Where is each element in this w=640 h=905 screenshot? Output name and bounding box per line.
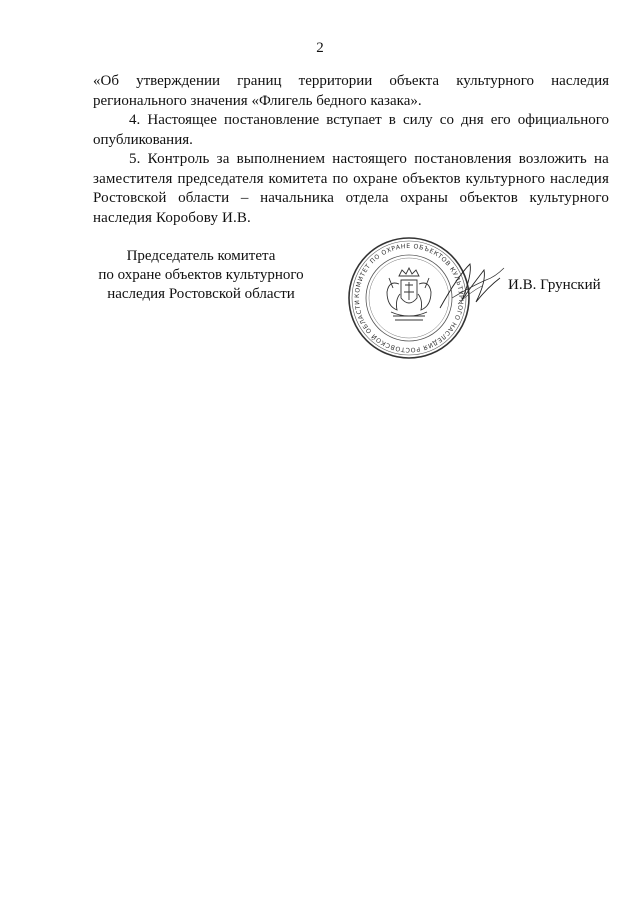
paragraph-item-5: 5. Контроль за выполнением настоящего постановления возложить на заместителя председателя комитета по охране объектов культурного наследия Ростовской области – начальника отдела охраны объектов культурного наследия Коробову И.В.	[93, 151, 609, 226]
page-number: 2	[316, 40, 324, 56]
signer-title-line-1: Председатель комитета	[126, 248, 276, 264]
signer-title	[88, 247, 314, 304]
coat-of-arms-emblem	[387, 268, 431, 320]
paragraph-item-4: 4. Настоящее постановление вступает в силу со дня его официального опубликования.	[93, 112, 609, 148]
document-body	[93, 72, 609, 228]
signer-name: И.В. Грунский	[508, 277, 601, 293]
signer-title-line-3: наследия Ростовской области	[107, 286, 295, 302]
signer-title-line-2: по охране объектов культурного	[98, 267, 304, 283]
seal-outer-text: КОМИТЕТ ПО ОХРАНЕ ОБЪЕКТОВ КУЛЬТУРНОГО НАСЛЕДИЯ РОСТОВСКОЙ ОБЛАСТИ	[353, 242, 465, 354]
handwritten-signature	[432, 250, 510, 328]
paragraph-continuation: «Об утверждении границ территории объекта культурного наследия регионального значения «Флигель бедного казака».	[93, 73, 609, 109]
